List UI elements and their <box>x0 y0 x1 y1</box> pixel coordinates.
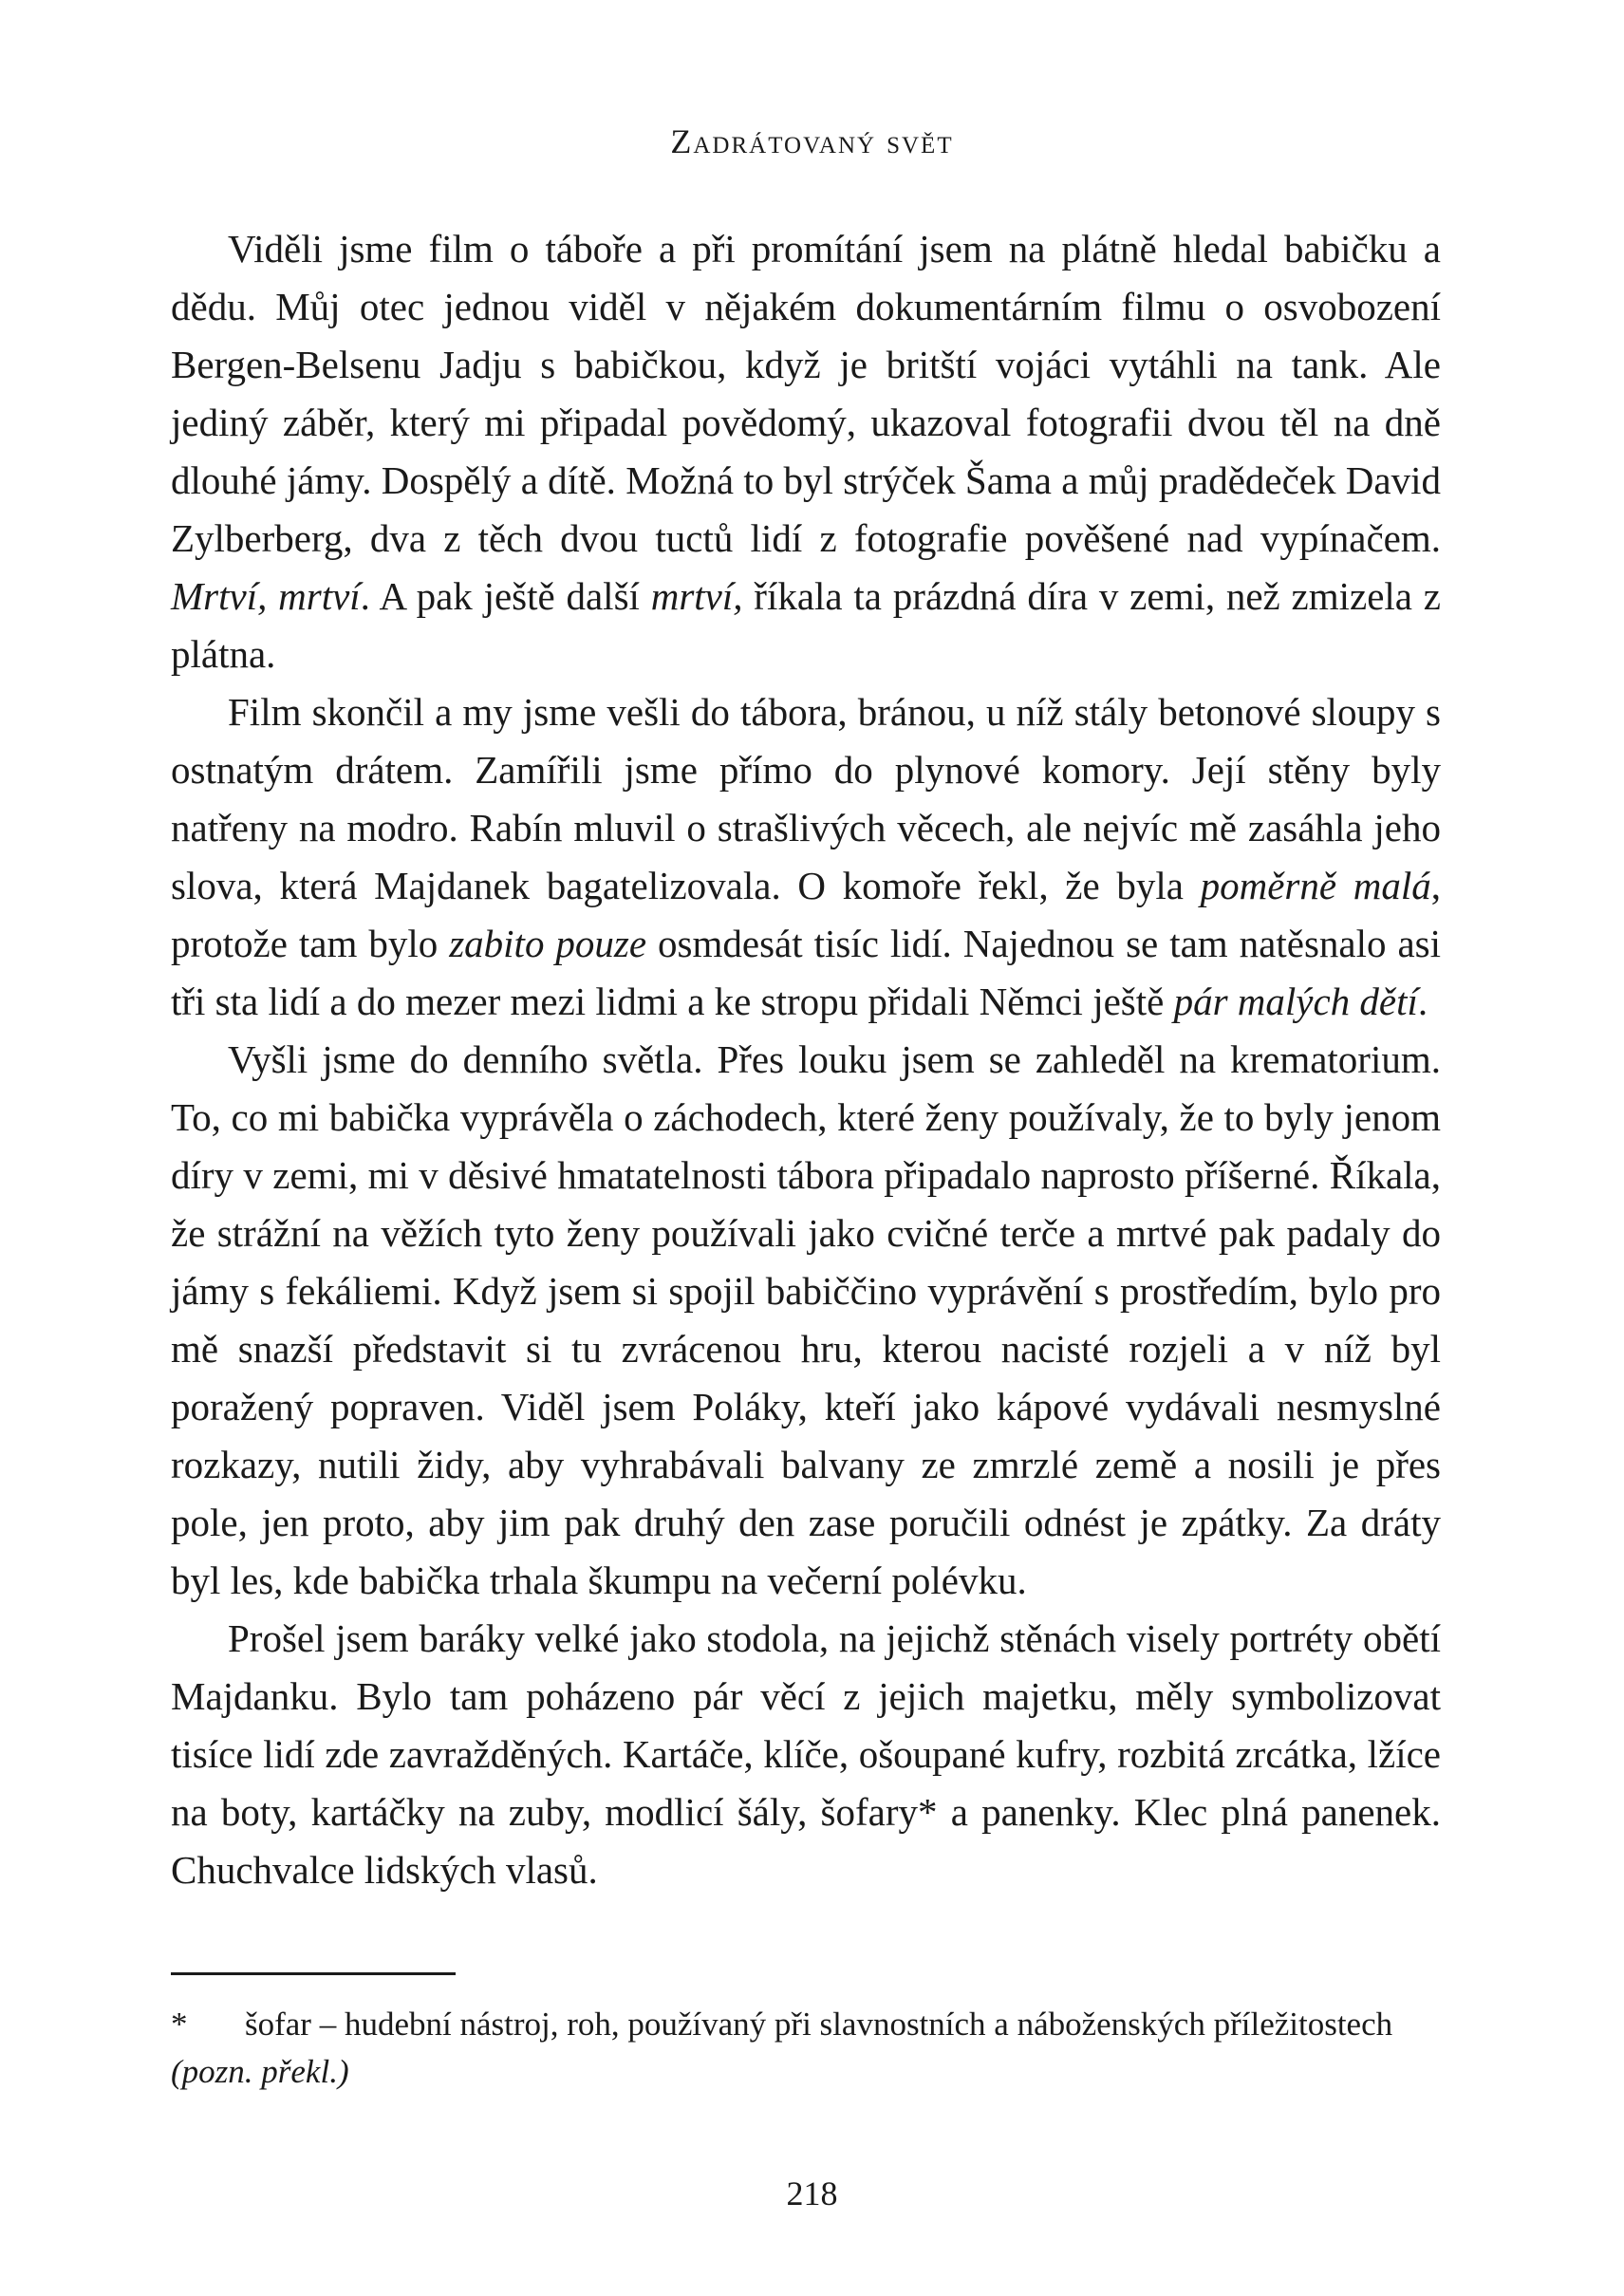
text-run: Vyšli jsme do denního světla. Přes louku jsem se zahleděl na krematorium. To, co mi babička vyprávěla o záchodech, které ženy používaly, že to byly jenom díry v zemi, mi v děsivé hmatatelnosti tábora připadalo naprosto příšerné. Říkala, že strážní na věžích tyto ženy používali jako cvičné terče a mrtvé pak padaly do jámy s fekáliemi. Když jsem si spojil babiččino vyprávění s prostředím, bylo pro mě snazší představit si tu zvrácenou hru, kterou nacisté rozjeli a v níž byl poražený popraven. Viděl jsem Poláky, kteří jako kápové vydávali nesmyslné rozkazy, nutili židy, aby vyhrabávali balvany ze zmrzlé země a nosili je přes pole, jen proto, aby jim pak druhý den zase poručili odnést je zpátky. Za dráty byl les, kde babička trhala škumpu na večerní polévku. <box>171 1037 1441 1602</box>
italic-text: Mrtví, mrtví <box>171 574 361 618</box>
paragraph <box>171 1031 1441 1610</box>
italic-text: poměrně malá <box>1200 864 1431 907</box>
text-run: osmdesát tisíc lidí. Najednou se tam natěsnalo asi tři sta lidí a do mezer mezi lidmi a ke stropu přidali Němci ještě <box>171 922 1441 1023</box>
footnote-divider <box>171 1972 456 1975</box>
text-run: Film skončil a my jsme vešli do tábora, bránou, u níž stály betonové sloupy s ostnatým drátem. Zamířili jsme přímo do plynové komory. Její stěny byly natřeny na modro. Rabín mluvil o strašlivých věcech, ale nejvíc mě zasáhla jeho slova, která Majdanek bagatelizovala. O komoře řekl, že byla <box>171 690 1441 907</box>
italic-text: zabito pouze <box>449 922 647 965</box>
text-run: Viděli jsme film o táboře a při promítání jsem na plátně hledal babičku a dědu. Můj otec jednou viděl v nějakém dokumentárním filmu o osvobození Bergen-Belsenu Jadju s babičkou, když je britští vojáci vytáhli na tank. Ale jediný záběr, který mi připadal povědomý, ukazoval fotografii dvou těl na dně dlouhé jámy. Dospělý a dítě. Možná to byl strýček Šama a můj pradědeček David Zylberberg, dva z těch dvou tuctů lidí z fotografie pověšené nad vypínačem. <box>171 227 1441 560</box>
paragraph <box>171 1610 1441 1899</box>
paragraph <box>171 220 1441 683</box>
text-run: Prošel jsem baráky velké jako stodola, na jejichž stěnách visely portréty obětí Majdanku. Bylo tam poházeno pár věcí z jejich majetku, měly symbolizovat tisíce lidí zde zavražděných. Kartáče, klíče, ošoupané kufry, rozbitá zrcátka, lžíce na boty, kartáčky na zuby, modlicí šály, šofary* a panenky. Klec plná panenek. Chuchvalce lidských vlasů. <box>171 1616 1441 1892</box>
italic-text: mrtví, <box>650 574 743 618</box>
footnote-marker: * <box>171 2006 188 2043</box>
footnote-text: šofar – hudební nástroj, roh, používaný při slavnostních a náboženských příležitostech <box>245 2006 1393 2043</box>
running-head: Zadrátovaný svět <box>670 122 954 160</box>
text-run: říkala ta prázdná díra v zemi, než zmizela z plátna. <box>171 574 1441 676</box>
paragraph <box>171 683 1441 1031</box>
footnote <box>171 2001 1441 2096</box>
text-run: , protože tam bylo <box>171 864 1441 965</box>
body-text <box>171 220 1441 1899</box>
text-run: . A pak ještě další <box>360 574 651 618</box>
italic-text: pár malých dětí <box>1173 980 1418 1023</box>
page-number: 218 <box>786 2175 838 2212</box>
text-run: . <box>1417 980 1428 1023</box>
footnote-translator-note: (pozn. překl.) <box>171 2053 349 2090</box>
